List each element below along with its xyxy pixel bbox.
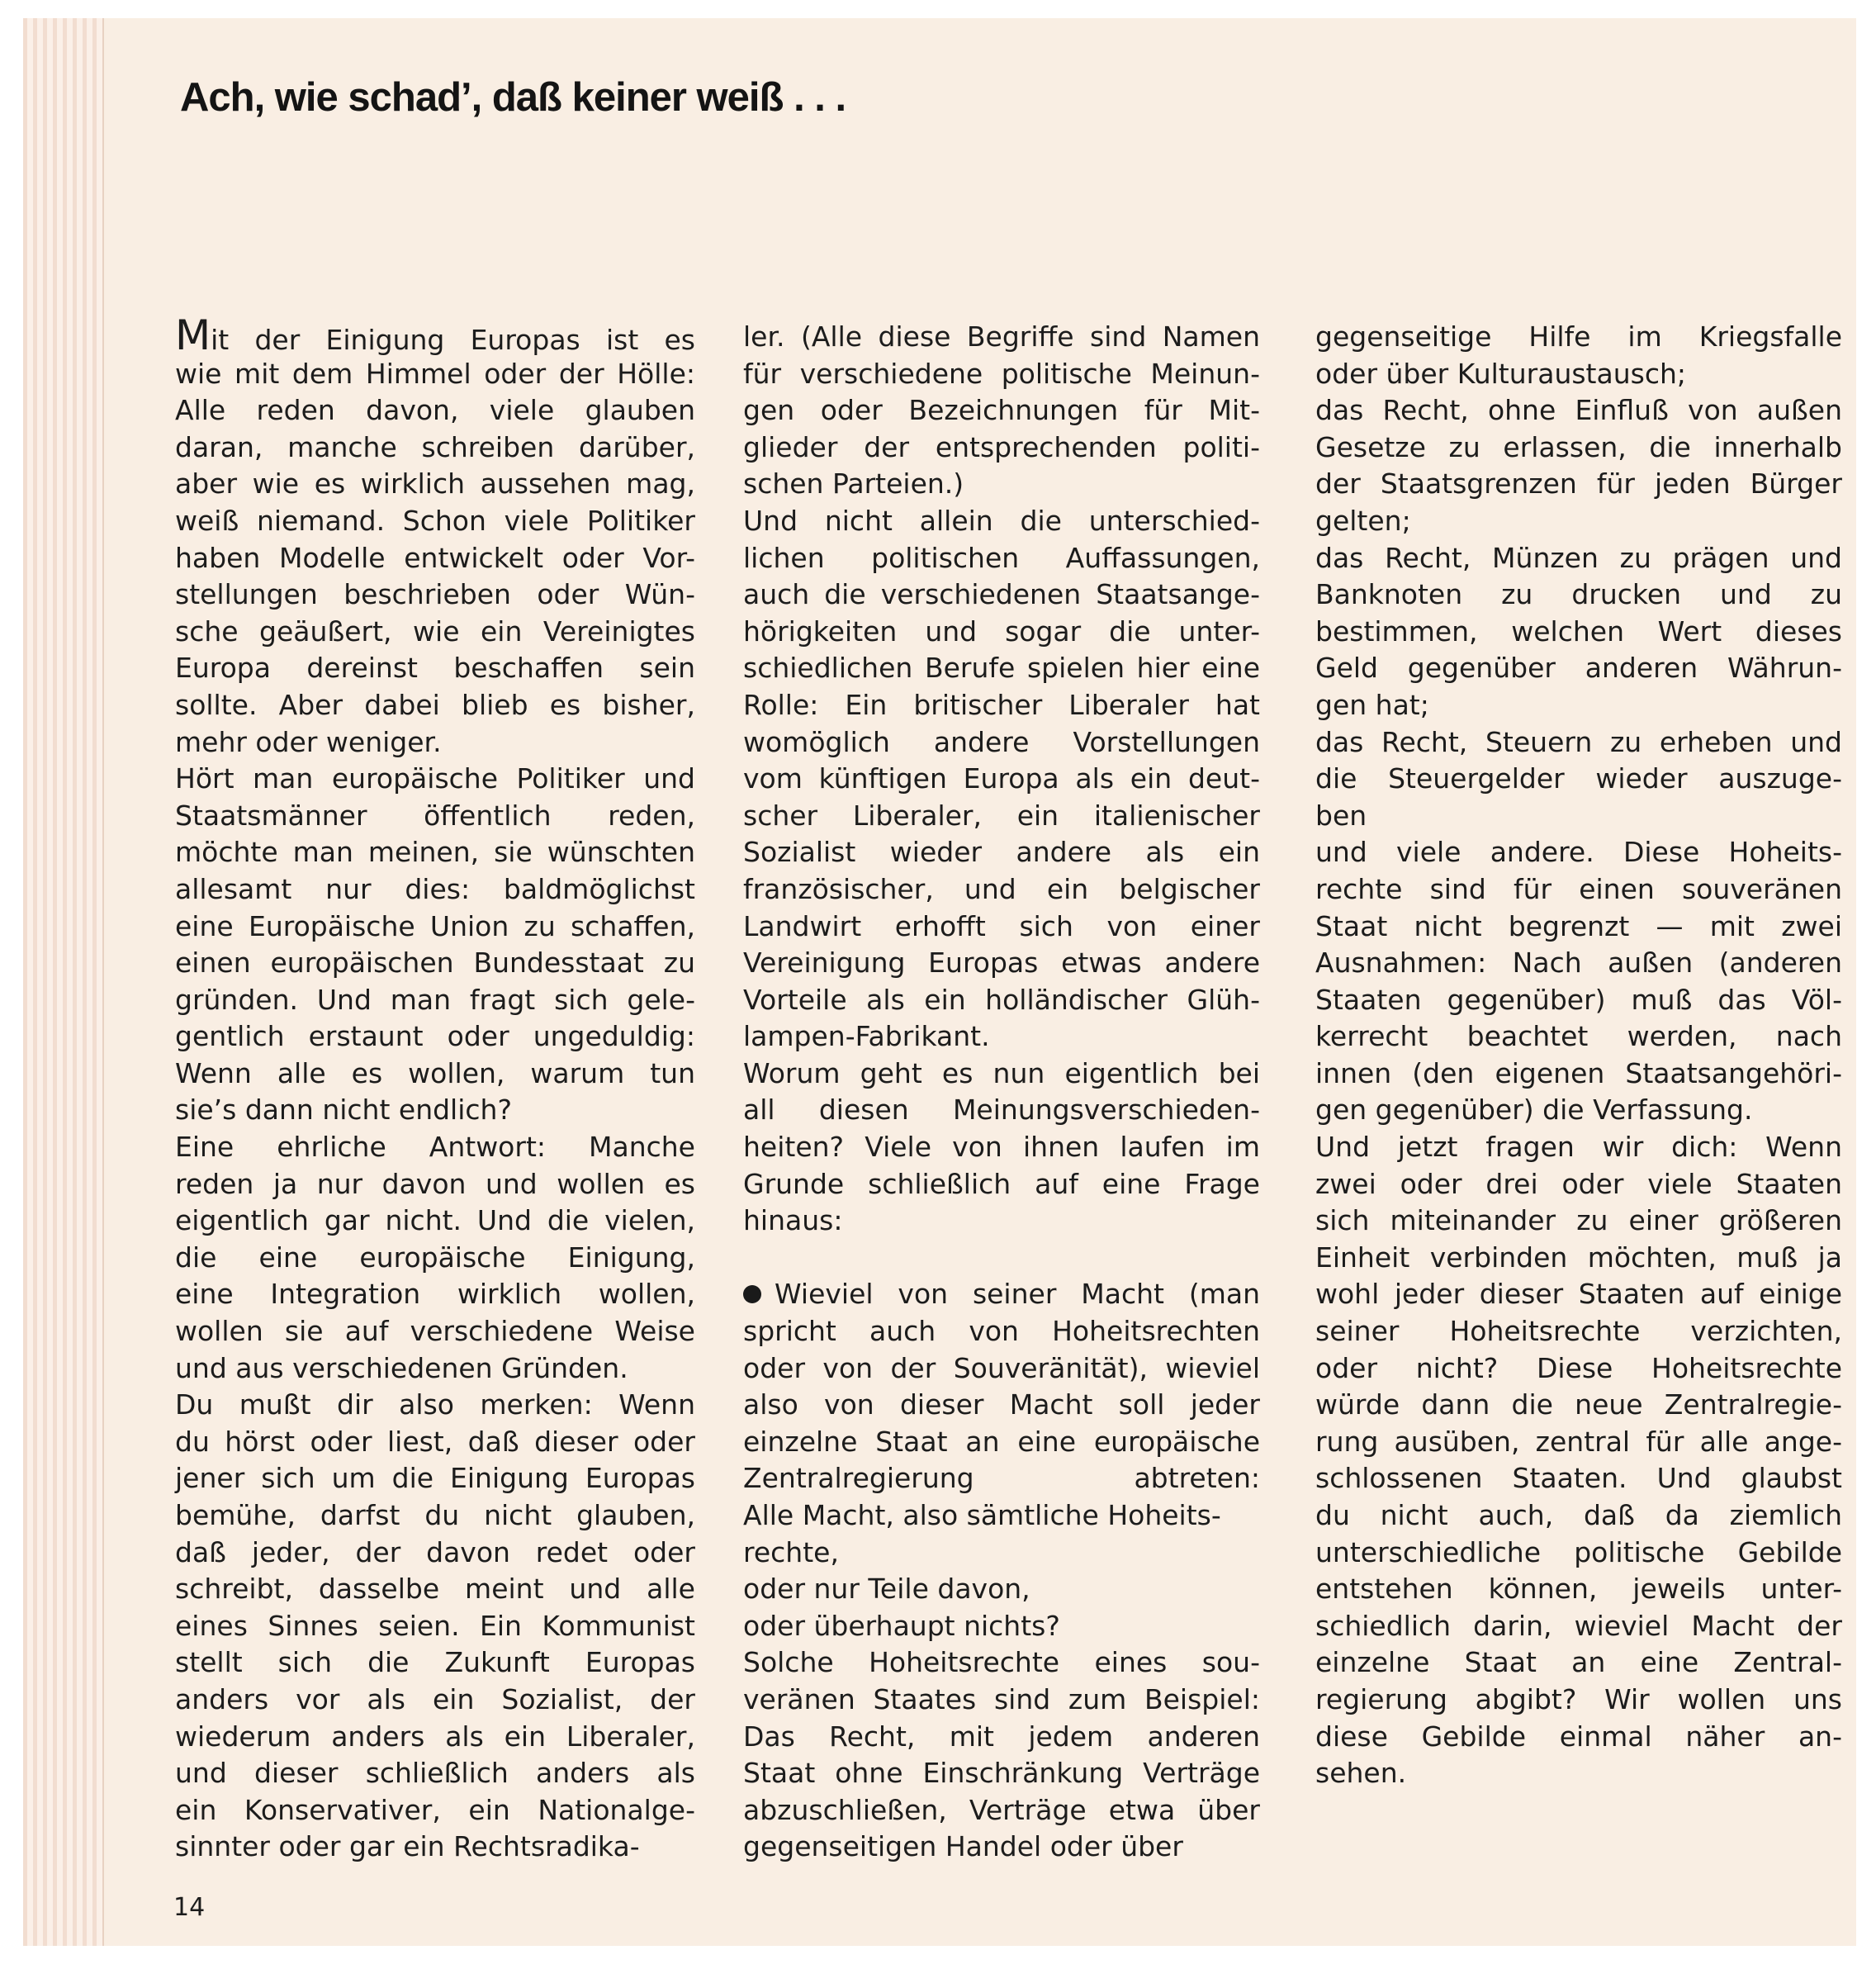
line-text: also von dieser Macht soll jeder bbox=[743, 1388, 1260, 1421]
line-text: Solche Hoheitsrechte eines sou- bbox=[743, 1646, 1260, 1679]
line-text: das Recht, ohne Einfluß von außen bbox=[1315, 394, 1842, 427]
line-text: du nicht auch, daß da ziemlich bbox=[1315, 1499, 1842, 1531]
text-line bbox=[743, 834, 1260, 871]
text-line bbox=[1315, 909, 1842, 946]
text-line bbox=[743, 1829, 1260, 1866]
line-text: Gesetze zu erlassen, die innerhalb bbox=[1315, 430, 1842, 463]
text-line bbox=[1315, 503, 1842, 540]
text-line bbox=[175, 311, 695, 359]
line-text: Wieviel von seiner Macht (man bbox=[775, 1278, 1260, 1311]
text-line bbox=[1315, 356, 1842, 393]
line-text: Das Recht, mit jedem anderen bbox=[743, 1720, 1260, 1753]
text-line bbox=[175, 429, 695, 467]
text-line bbox=[175, 650, 695, 687]
text-line bbox=[743, 1460, 1260, 1497]
text-line bbox=[743, 1571, 1260, 1608]
text-line bbox=[1315, 614, 1842, 651]
line-text: Rolle: Ein britischer Liberaler hat bbox=[743, 688, 1260, 721]
text-line bbox=[175, 540, 695, 577]
text-line bbox=[743, 1608, 1260, 1645]
text-line bbox=[175, 1497, 695, 1535]
line-text: gelten; bbox=[1315, 504, 1411, 537]
text-line bbox=[743, 724, 1260, 762]
text-line bbox=[175, 614, 695, 651]
line-text: gegenseitigen Handel oder über bbox=[743, 1830, 1183, 1863]
line-text: der Staatsgrenzen für jeden Bürger bbox=[1315, 467, 1842, 501]
line-text: Eine ehrliche Antwort: Manche bbox=[175, 1131, 695, 1164]
line-text: französischer, und ein belgischer bbox=[743, 872, 1260, 905]
line-text: bemühe, darfst du nicht glauben, bbox=[175, 1499, 695, 1531]
line-text: oder überhaupt nichts? bbox=[743, 1609, 1060, 1642]
line-text: Staat nicht begrenzt — mit zwei bbox=[1315, 909, 1842, 942]
line-text: rechte, bbox=[743, 1535, 839, 1568]
line-text: sehen. bbox=[1315, 1757, 1407, 1790]
text-line bbox=[175, 834, 695, 871]
text-line bbox=[175, 1350, 695, 1388]
text-line bbox=[1315, 1276, 1842, 1313]
line-text: ein Konservativer, ein Nationalge- bbox=[175, 1793, 695, 1826]
line-text: schreibt, dasselbe meint und alle bbox=[175, 1573, 695, 1606]
line-text: stellt sich die Zukunft Europas bbox=[175, 1646, 695, 1679]
text-line bbox=[175, 1608, 695, 1645]
line-text: sich miteinander zu einer größeren bbox=[1315, 1204, 1842, 1237]
text-line bbox=[1315, 1129, 1842, 1166]
line-text: heiten? Viele von ihnen laufen im bbox=[743, 1131, 1260, 1164]
line-text: schiedlich darin, wieviel Macht der bbox=[1315, 1609, 1842, 1642]
line-text: Zentralregierung abtreten: bbox=[743, 1462, 1260, 1495]
line-text: schen Parteien.) bbox=[743, 467, 964, 501]
line-text: die eine europäische Einigung, bbox=[175, 1241, 695, 1274]
text-line bbox=[1315, 724, 1842, 762]
text-line bbox=[1315, 834, 1842, 871]
line-text: eines Sinnes seien. Ein Kommunist bbox=[175, 1609, 695, 1642]
line-text: womöglich andere Vorstellungen bbox=[743, 725, 1260, 758]
line-text: spricht auch von Hoheitsrechten bbox=[743, 1315, 1260, 1348]
text-line bbox=[1315, 1203, 1842, 1240]
line-text: gegenseitige Hilfe im Kriegsfalle bbox=[1315, 320, 1842, 353]
text-line bbox=[743, 1682, 1260, 1719]
line-text: möchte man meinen, sie wünschten bbox=[175, 836, 695, 869]
text-line bbox=[743, 982, 1260, 1019]
line-text: du hörst oder liest, daß dieser oder bbox=[175, 1425, 695, 1458]
line-text: Staatsmänner öffentlich reden, bbox=[175, 799, 695, 832]
text-line bbox=[743, 356, 1260, 393]
drop-cap: M bbox=[175, 311, 211, 359]
line-text: abzuschließen, Verträge etwa über bbox=[743, 1793, 1260, 1826]
text-line bbox=[743, 871, 1260, 909]
text-line bbox=[175, 871, 695, 909]
text-line bbox=[175, 1682, 695, 1719]
text-line bbox=[743, 798, 1260, 835]
text-line bbox=[743, 1350, 1260, 1388]
page-title: Ach, wie schad’, daß keiner weiß . . . bbox=[180, 75, 846, 120]
line-text: sche geäußert, wie ein Vereinigtes bbox=[175, 614, 695, 648]
line-text: Grunde schließlich auf eine Frage bbox=[743, 1167, 1260, 1200]
text-line bbox=[1315, 1755, 1842, 1792]
line-text: stellungen beschrieben oder Wün- bbox=[175, 578, 695, 611]
line-text: Alle Macht, also sämtliche Hoheits- bbox=[743, 1499, 1221, 1531]
text-line bbox=[743, 1166, 1260, 1203]
line-text: Und nicht allein die unterschied- bbox=[743, 504, 1260, 537]
line-text: rung ausüben, zentral für alle ange- bbox=[1315, 1425, 1842, 1458]
line-text: würde dann die neue Zentralregie- bbox=[1315, 1388, 1842, 1421]
line-text: oder von der Souveränität), wieviel bbox=[743, 1351, 1260, 1384]
text-line bbox=[1315, 982, 1842, 1019]
text-line bbox=[1315, 392, 1842, 429]
line-text: Worum geht es nun eigentlich bei bbox=[743, 1056, 1260, 1089]
line-text: wohl jeder dieser Staaten auf einige bbox=[1315, 1278, 1842, 1311]
line-text: vom künftigen Europa als ein deut- bbox=[743, 762, 1260, 795]
page-binding-edge bbox=[23, 18, 102, 1946]
line-text: Du mußt dir also merken: Wenn bbox=[175, 1388, 695, 1421]
text-line bbox=[175, 392, 695, 429]
text-line bbox=[175, 576, 695, 614]
line-text: hinaus: bbox=[743, 1204, 843, 1237]
line-text: einen europäischen Bundesstaat zu bbox=[175, 947, 695, 980]
text-line bbox=[743, 1535, 1260, 1572]
text-line bbox=[743, 1313, 1260, 1350]
line-text: Vereinigung Europas etwas andere bbox=[743, 947, 1260, 980]
line-text: hörigkeiten und sogar die unter- bbox=[743, 614, 1260, 648]
text-line bbox=[743, 1203, 1260, 1240]
line-text: Alle reden davon, viele glauben bbox=[175, 394, 695, 427]
line-text: wiederum anders als ein Liberaler, bbox=[175, 1720, 695, 1753]
text-line bbox=[1315, 1350, 1842, 1388]
line-text: anders vor als ein Sozialist, der bbox=[175, 1682, 695, 1715]
paragraph-gap bbox=[743, 1240, 1260, 1277]
line-text: rechte sind für einen souveränen bbox=[1315, 872, 1842, 905]
text-line bbox=[1315, 945, 1842, 982]
line-text: daran, manche schreiben darüber, bbox=[175, 430, 695, 463]
line-text: jener sich um die Einigung Europas bbox=[175, 1462, 695, 1495]
line-text: zwei oder drei oder viele Staaten bbox=[1315, 1167, 1842, 1200]
text-line bbox=[175, 356, 695, 393]
line-text: sollte. Aber dabei blieb es bisher, bbox=[175, 688, 695, 721]
text-line bbox=[743, 576, 1260, 614]
text-line bbox=[1315, 466, 1842, 503]
text-line bbox=[175, 503, 695, 540]
text-column-1 bbox=[175, 311, 695, 1866]
line-text: Banknoten zu drucken und zu bbox=[1315, 578, 1842, 611]
line-text: Und jetzt fragen wir dich: Wenn bbox=[1315, 1131, 1842, 1164]
line-text: entstehen können, jeweils unter- bbox=[1315, 1573, 1842, 1606]
line-text: lichen politischen Auffassungen, bbox=[743, 541, 1260, 574]
line-text: gen gegenüber) die Verfassung. bbox=[1315, 1094, 1753, 1127]
text-line bbox=[175, 1829, 695, 1866]
text-line bbox=[175, 909, 695, 946]
line-text: Landwirt erhofft sich von einer bbox=[743, 909, 1260, 942]
text-line bbox=[1315, 540, 1842, 577]
line-text: das Recht, Steuern zu erheben und bbox=[1315, 725, 1842, 758]
text-line bbox=[743, 650, 1260, 687]
line-text: gründen. Und man fragt sich gele- bbox=[175, 983, 695, 1016]
line-text: Einheit verbinden möchten, muß ja bbox=[1315, 1241, 1842, 1274]
text-line bbox=[743, 392, 1260, 429]
text-line bbox=[175, 945, 695, 982]
line-text: weiß niemand. Schon viele Politiker bbox=[175, 504, 695, 537]
line-text: all diesen Meinungsverschieden- bbox=[743, 1094, 1260, 1127]
text-line bbox=[743, 945, 1260, 982]
text-column-3 bbox=[1315, 319, 1842, 1792]
line-text: ler. (Alle diese Begriffe sind Namen bbox=[743, 320, 1260, 353]
text-line bbox=[175, 1755, 695, 1792]
text-line bbox=[743, 429, 1260, 467]
text-line bbox=[743, 687, 1260, 724]
text-line bbox=[1315, 1535, 1842, 1572]
text-line bbox=[1315, 576, 1842, 614]
line-text: veränen Staates sind zum Beispiel: bbox=[743, 1682, 1260, 1715]
line-text: Ausnahmen: Nach außen (anderen bbox=[1315, 947, 1842, 980]
text-line bbox=[175, 1387, 695, 1424]
line-text: daß jeder, der davon redet oder bbox=[175, 1535, 695, 1568]
line-text: seiner Hoheitsrechte verzichten, bbox=[1315, 1315, 1842, 1348]
line-text: allesamt nur dies: baldmöglichst bbox=[175, 872, 695, 905]
line-text: gen oder Bezeichnungen für Mit- bbox=[743, 394, 1260, 427]
line-text: Staaten gegenüber) muß das Völ- bbox=[1315, 983, 1842, 1016]
text-line bbox=[175, 1018, 695, 1056]
page-number: 14 bbox=[173, 1893, 206, 1922]
text-line bbox=[743, 1792, 1260, 1829]
text-line bbox=[175, 1092, 695, 1129]
text-line bbox=[1315, 1018, 1842, 1056]
text-line bbox=[1315, 429, 1842, 467]
text-line bbox=[1315, 798, 1842, 835]
text-line bbox=[743, 761, 1260, 798]
text-column-2 bbox=[743, 319, 1260, 1866]
line-text: die Steuergelder wieder auszuge- bbox=[1315, 762, 1842, 795]
line-text: glieder der entsprechenden politi- bbox=[743, 430, 1260, 463]
text-line bbox=[1315, 871, 1842, 909]
line-text: für verschiedene politische Meinun- bbox=[743, 357, 1260, 390]
text-line bbox=[175, 724, 695, 762]
line-text: reden ja nur davon und wollen es bbox=[175, 1167, 695, 1200]
line-text: innen (den eigenen Staatsangehöri- bbox=[1315, 1056, 1842, 1089]
line-text: Geld gegenüber anderen Währun- bbox=[1315, 652, 1842, 685]
line-text: und aus verschiedenen Gründen. bbox=[175, 1351, 628, 1384]
text-line bbox=[743, 1129, 1260, 1166]
text-line bbox=[1315, 1644, 1842, 1682]
text-line bbox=[743, 1755, 1260, 1792]
line-text: diese Gebilde einmal näher an- bbox=[1315, 1720, 1842, 1753]
line-text: Sozialist wieder andere als ein bbox=[743, 836, 1260, 869]
text-line bbox=[175, 1424, 695, 1461]
text-line bbox=[1315, 687, 1842, 724]
text-line bbox=[743, 909, 1260, 946]
text-line bbox=[1315, 319, 1842, 356]
text-line bbox=[175, 1719, 695, 1756]
text-line bbox=[175, 1313, 695, 1350]
line-text: gen hat; bbox=[1315, 688, 1429, 721]
line-text: regierung abgibt? Wir wollen uns bbox=[1315, 1682, 1842, 1715]
line-text: Hört man europäische Politiker und bbox=[175, 762, 695, 795]
text-line bbox=[1315, 761, 1842, 798]
line-text: kerrecht beachtet werden, nach bbox=[1315, 1020, 1842, 1053]
text-line bbox=[175, 1240, 695, 1277]
line-text: Europa dereinst beschaffen sein bbox=[175, 652, 695, 685]
text-line bbox=[175, 1644, 695, 1682]
line-text: eine Integration wirklich wollen, bbox=[175, 1278, 695, 1311]
text-line bbox=[743, 1644, 1260, 1682]
line-text: ben bbox=[1315, 799, 1367, 832]
text-line bbox=[743, 1056, 1260, 1093]
line-text: haben Modelle entwickelt oder Vor- bbox=[175, 541, 695, 574]
line-text: sie’s dann nicht endlich? bbox=[175, 1094, 512, 1127]
text-line bbox=[743, 503, 1260, 540]
text-line bbox=[1315, 1313, 1842, 1350]
line-text: wollen sie auf verschiedene Weise bbox=[175, 1315, 695, 1348]
text-line bbox=[1315, 1387, 1842, 1424]
text-line bbox=[175, 1166, 695, 1203]
line-text: Vorteile als ein holländischer Glüh- bbox=[743, 983, 1260, 1016]
text-line bbox=[743, 319, 1260, 356]
line-text: und dieser schließlich anders als bbox=[175, 1757, 695, 1790]
text-line bbox=[743, 614, 1260, 651]
text-line bbox=[175, 1203, 695, 1240]
line-text: lampen-Fabrikant. bbox=[743, 1020, 990, 1053]
text-line bbox=[743, 1276, 1260, 1313]
binding-fold-line bbox=[102, 18, 104, 1946]
text-line bbox=[175, 1571, 695, 1608]
text-line bbox=[743, 540, 1260, 577]
text-line bbox=[1315, 1571, 1842, 1608]
line-text: oder nicht? Diese Hoheitsrechte bbox=[1315, 1351, 1842, 1384]
line-text: aber wie es wirklich aussehen mag, bbox=[175, 467, 695, 501]
text-line bbox=[743, 1424, 1260, 1461]
line-text: Wenn alle es wollen, warum tun bbox=[175, 1056, 695, 1089]
text-line bbox=[175, 982, 695, 1019]
line-text: schiedlichen Berufe spielen hier eine bbox=[743, 652, 1260, 685]
line-text: scher Liberaler, ein italienischer bbox=[743, 799, 1260, 832]
text-line bbox=[175, 1792, 695, 1829]
line-text: Staat ohne Einschränkung Verträge bbox=[743, 1757, 1260, 1790]
text-line bbox=[1315, 1497, 1842, 1535]
text-line bbox=[743, 1497, 1260, 1535]
text-line bbox=[175, 466, 695, 503]
line-text: und viele andere. Diese Hoheits- bbox=[1315, 836, 1842, 869]
text-line bbox=[175, 1460, 695, 1497]
line-text: das Recht, Münzen zu prägen und bbox=[1315, 541, 1842, 574]
text-line bbox=[743, 1018, 1260, 1056]
book-page bbox=[23, 18, 1856, 1946]
line-text: unterschiedliche politische Gebilde bbox=[1315, 1535, 1842, 1568]
text-line bbox=[175, 1276, 695, 1313]
text-line bbox=[175, 798, 695, 835]
line-text: sinnter oder gar ein Rechtsradika- bbox=[175, 1830, 640, 1863]
text-line bbox=[1315, 650, 1842, 687]
text-line bbox=[743, 1387, 1260, 1424]
text-line bbox=[743, 466, 1260, 503]
text-line bbox=[1315, 1682, 1842, 1719]
text-line bbox=[1315, 1092, 1842, 1129]
line-text: bestimmen, welchen Wert dieses bbox=[1315, 614, 1842, 648]
line-text: einzelne Staat an eine Zentral- bbox=[1315, 1646, 1842, 1679]
line-text: auch die verschiedenen Staatsange- bbox=[743, 578, 1260, 611]
line-text: mehr oder weniger. bbox=[175, 725, 442, 758]
line-text: eigentlich gar nicht. Und die vielen, bbox=[175, 1204, 695, 1237]
text-line bbox=[175, 1129, 695, 1166]
line-text: eine Europäische Union zu schaffen, bbox=[175, 909, 695, 942]
line-text: einzelne Staat an eine europäische bbox=[743, 1425, 1260, 1458]
text-line bbox=[743, 1719, 1260, 1756]
line-text: wie mit dem Himmel oder der Hölle: bbox=[175, 357, 695, 390]
line-text: it der Einigung Europas ist es bbox=[211, 324, 695, 356]
text-line bbox=[1315, 1460, 1842, 1497]
text-line bbox=[1315, 1719, 1842, 1756]
line-text: gentlich erstaunt oder ungeduldig: bbox=[175, 1020, 695, 1053]
text-line bbox=[1315, 1056, 1842, 1093]
text-line bbox=[743, 1092, 1260, 1129]
text-line bbox=[1315, 1166, 1842, 1203]
bullet-icon bbox=[743, 1285, 761, 1303]
text-line bbox=[1315, 1424, 1842, 1461]
text-line bbox=[1315, 1240, 1842, 1277]
line-text: schlossenen Staaten. Und glaubst bbox=[1315, 1462, 1842, 1495]
text-line bbox=[175, 687, 695, 724]
text-line bbox=[1315, 1608, 1842, 1645]
line-text: oder über Kulturaustausch; bbox=[1315, 357, 1686, 390]
text-line bbox=[175, 1056, 695, 1093]
line-text: oder nur Teile davon, bbox=[743, 1573, 1030, 1606]
text-line bbox=[175, 1535, 695, 1572]
text-line bbox=[175, 761, 695, 798]
